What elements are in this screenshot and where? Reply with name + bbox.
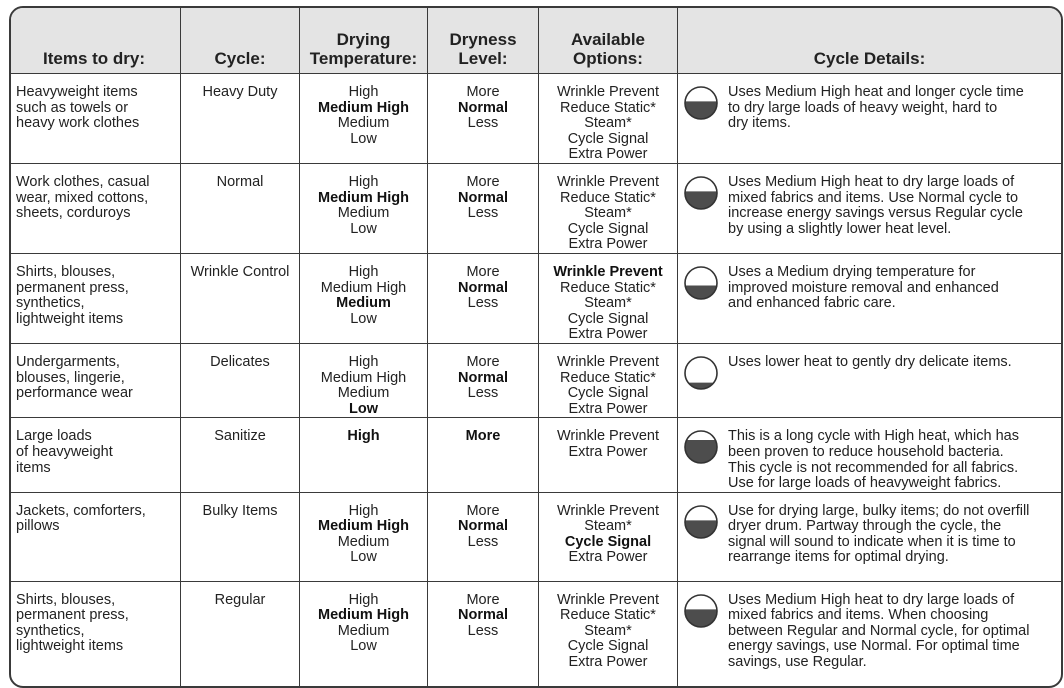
items-text: Undergarments, [16, 353, 120, 370]
options-cell [539, 418, 678, 492]
cycle-name: Bulky Items [202, 502, 278, 519]
items-cell [11, 164, 181, 254]
temperature-option: Medium High [320, 369, 407, 386]
temperature-option: High [348, 591, 379, 608]
details-line: mixed fabrics and items. When choosing [728, 607, 989, 624]
details-cell [678, 164, 1061, 254]
details-line: improved moisture removal and enhanced [728, 279, 999, 296]
available-option: Wrinkle Prevent [556, 428, 660, 445]
temperature-cell [300, 493, 428, 582]
details-line: Uses Medium High heat and longer cycle time [728, 84, 1024, 100]
cycle-row [11, 493, 1061, 582]
items-text: Work clothes, casual [16, 173, 150, 190]
heat-level-icon [684, 86, 718, 120]
temperature-option: Medium High [317, 607, 410, 624]
available-option: Cycle Signal [567, 220, 649, 237]
dryer-cycle-guide [9, 6, 1059, 688]
dryness-option: More [466, 353, 500, 370]
dryness-option: Less [467, 295, 499, 312]
details-line: and enhanced fabric care. [728, 295, 896, 312]
available-option: Cycle Signal [567, 385, 649, 402]
available-option: Reduce Static* [560, 99, 656, 116]
dryness-option: More [466, 263, 500, 280]
temperature-cell [300, 74, 428, 164]
temperature-cell [300, 418, 428, 492]
details-line: increase energy savings versus Regular cycle [728, 205, 1023, 222]
available-option: Wrinkle Prevent [556, 353, 660, 370]
temperature-option: Low [350, 310, 377, 327]
details-line: dry items. [728, 115, 791, 132]
items-text: sheets, corduroys [16, 205, 131, 222]
available-option: Cycle Signal [567, 130, 649, 147]
available-option: Extra Power [568, 549, 648, 566]
temperature-option: Medium High [317, 518, 410, 535]
items-text: performance wear [16, 385, 133, 402]
items-text: of heavyweight [16, 443, 113, 460]
details-line: savings, use Regular. [728, 654, 867, 671]
details-line: by using a slightly lower heat level. [728, 220, 952, 237]
dryness-option: Normal [458, 607, 508, 624]
available-option: Extra Power [568, 236, 648, 253]
items-text: pillows [16, 518, 60, 535]
options-cell [539, 582, 678, 686]
heat-level-fill [685, 191, 717, 209]
header-dryness: Dryness Level: [428, 8, 539, 74]
cycle-name: Heavy Duty [202, 84, 278, 100]
temperature-option: Low [350, 638, 377, 655]
cycle-details [728, 355, 1053, 371]
dryness-option: Less [467, 533, 499, 550]
cycle-row [11, 254, 1061, 344]
dryness-option: Normal [458, 99, 508, 116]
options-cell [539, 74, 678, 164]
temperature-option: Medium High [320, 279, 407, 296]
dryness-option: Less [467, 115, 499, 132]
cycle-details [728, 175, 1053, 237]
dryness-option: More [466, 502, 500, 519]
details-line: Uses a Medium drying temperature for [728, 263, 976, 280]
cycle-details [728, 593, 1053, 671]
cycle-row [11, 344, 1061, 418]
details-cell [678, 493, 1061, 582]
temperature-option: Low [350, 130, 377, 147]
dryness-option: Less [467, 622, 499, 639]
items-text: Jackets, comforters, [16, 502, 146, 519]
temperature-option: Low [350, 549, 377, 566]
items-cell [11, 493, 181, 582]
available-option: Extra Power [568, 326, 648, 343]
cycle-row [11, 164, 1061, 254]
heat-level-fill [685, 285, 717, 298]
items-text: heavy work clothes [16, 115, 140, 132]
items-text: synthetics, [16, 622, 85, 639]
dryness-cell [428, 582, 539, 686]
cycle-row [11, 74, 1061, 164]
heat-level-fill [685, 101, 717, 119]
dryness-option: Less [467, 205, 499, 222]
heat-level-icon [684, 505, 718, 539]
dryness-option: Normal [458, 369, 508, 386]
temperature-cell [300, 254, 428, 344]
temperature-option: Medium [337, 115, 390, 132]
items-text: permanent press, [16, 279, 129, 296]
available-option: Wrinkle Prevent [556, 502, 660, 519]
heat-level-fill [685, 609, 717, 627]
available-option: Steam* [584, 205, 632, 222]
details-cell [678, 254, 1061, 344]
header-row [11, 8, 1061, 74]
cycle-table [9, 6, 1063, 688]
temperature-option: Medium [337, 622, 390, 639]
items-text: lightweight items [16, 310, 124, 327]
cycle-name: Sanitize [214, 428, 266, 445]
dryness-option: Normal [458, 279, 508, 296]
cycle-details [728, 504, 1053, 566]
cycle-row [11, 418, 1061, 492]
cycle-name: Delicates [210, 353, 270, 370]
details-line: Uses lower heat to gently dry delicate items. [728, 353, 1012, 370]
dryness-option: More [465, 428, 501, 445]
temperature-option: Medium [337, 385, 390, 402]
available-option: Cycle Signal [567, 638, 649, 655]
items-text: Shirts, blouses, [16, 591, 116, 608]
available-option: Wrinkle Prevent [556, 173, 660, 190]
details-cell [678, 344, 1061, 418]
available-option: Extra Power [568, 654, 648, 671]
dryness-cell [428, 493, 539, 582]
items-text: Shirts, blouses, [16, 263, 116, 280]
items-cell [11, 74, 181, 164]
available-option: Steam* [584, 518, 632, 535]
details-line: Use for drying large, bulky items; do not overfill [728, 502, 1030, 519]
details-line: This is a long cycle with High heat, which has [728, 428, 1019, 445]
details-cell [678, 74, 1061, 164]
items-text: synthetics, [16, 295, 85, 312]
options-cell [539, 344, 678, 418]
cycle-cell [181, 344, 300, 418]
available-option: Steam* [584, 295, 632, 312]
cycle-cell [181, 582, 300, 686]
heat-level-icon [684, 356, 718, 390]
temperature-option: High [348, 353, 379, 370]
details-line: signal will sound to indicate when it is time to [728, 533, 1016, 550]
available-option: Reduce Static* [560, 279, 656, 296]
options-cell [539, 254, 678, 344]
cycle-name: Wrinkle Control [190, 263, 290, 280]
items-text: such as towels or [16, 99, 129, 116]
temperature-option: High [348, 263, 379, 280]
dryness-option: Less [467, 385, 499, 402]
cycle-cell [181, 418, 300, 492]
cycle-details [728, 429, 1053, 491]
details-line: Uses Medium High heat to dry large loads of [728, 591, 1015, 608]
dryness-cell [428, 74, 539, 164]
cycle-name: Normal [216, 173, 264, 190]
dryness-cell [428, 418, 539, 492]
header-details: Cycle Details: [678, 8, 1061, 74]
temperature-option: Medium [336, 295, 391, 312]
available-option: Wrinkle Prevent [556, 84, 660, 100]
heat-level-fill [685, 440, 717, 463]
temperature-option: Low [349, 400, 378, 417]
temperature-option: Medium High [317, 189, 410, 206]
cycle-details [728, 265, 1053, 312]
available-option: Steam* [584, 622, 632, 639]
details-cell [678, 582, 1061, 686]
dryness-cell [428, 254, 539, 344]
temperature-option: Medium [337, 533, 390, 550]
temperature-cell [300, 344, 428, 418]
details-line: Use for large loads of heavyweight fabrics. [728, 475, 1002, 492]
heat-level-icon [684, 266, 718, 300]
details-line: energy savings, use Normal. For optimal time [728, 638, 1020, 655]
dryness-option: Normal [458, 189, 508, 206]
temperature-option: High [347, 428, 380, 445]
dryness-option: More [466, 173, 500, 190]
items-text: lightweight items [16, 638, 124, 655]
details-line: between Regular and Normal cycle, for optimal [728, 622, 1030, 639]
header-temperature: Drying Temperature: [300, 8, 428, 74]
temperature-option: High [348, 502, 379, 519]
cycle-cell [181, 254, 300, 344]
available-option: Wrinkle Prevent [556, 591, 660, 608]
cycle-cell [181, 74, 300, 164]
details-line: dryer drum. Partway through the cycle, the [728, 518, 1002, 535]
dryness-option: More [466, 84, 500, 100]
available-option: Extra Power [568, 146, 648, 163]
temperature-option: Medium [337, 205, 390, 222]
items-cell [11, 582, 181, 686]
details-line: rearrange items for optimal drying. [728, 549, 949, 566]
cycle-details [728, 85, 1053, 132]
temperature-option: High [348, 84, 379, 100]
header-cycle: Cycle: [181, 8, 300, 74]
cycle-cell [181, 164, 300, 254]
header-items: Items to dry: [11, 8, 181, 74]
available-option: Extra Power [568, 400, 648, 417]
temperature-option: High [348, 173, 379, 190]
items-text: blouses, lingerie, [16, 369, 125, 386]
items-text: Heavyweight items [16, 84, 138, 100]
cycle-name: Regular [214, 591, 266, 608]
available-option: Steam* [584, 115, 632, 132]
available-option: Reduce Static* [560, 369, 656, 386]
available-option: Cycle Signal [567, 310, 649, 327]
available-option: Wrinkle Prevent [553, 263, 663, 280]
items-text: wear, mixed cottons, [16, 189, 149, 206]
temperature-cell [300, 164, 428, 254]
options-cell [539, 164, 678, 254]
cycle-cell [181, 493, 300, 582]
items-cell [11, 344, 181, 418]
details-line: This cycle is not recommended for all fabrics. [728, 459, 1019, 476]
items-text: Large loads [16, 428, 92, 445]
details-cell [678, 418, 1061, 492]
heat-level-icon [684, 430, 718, 464]
items-cell [11, 254, 181, 344]
cycle-row [11, 582, 1061, 686]
items-cell [11, 418, 181, 492]
temperature-cell [300, 582, 428, 686]
available-option: Extra Power [568, 443, 648, 460]
details-line: been proven to reduce household bacteria. [728, 443, 1004, 460]
dryness-cell [428, 164, 539, 254]
header-options: Available Options: [539, 8, 678, 74]
heat-level-icon [684, 176, 718, 210]
details-line: Uses Medium High heat to dry large loads of [728, 173, 1015, 190]
available-option: Reduce Static* [560, 189, 656, 206]
temperature-option: Low [350, 220, 377, 237]
temperature-option: Medium High [317, 99, 410, 116]
dryness-option: More [466, 591, 500, 608]
dryness-option: Normal [458, 518, 508, 535]
heat-level-icon [684, 594, 718, 628]
items-text: permanent press, [16, 607, 129, 624]
options-cell [539, 493, 678, 582]
details-line: to dry large loads of heavy weight, hard to [728, 99, 998, 116]
items-text: items [16, 459, 51, 476]
dryness-cell [428, 344, 539, 418]
heat-level-fill [685, 520, 717, 538]
details-line: mixed fabrics and items. Use Normal cycle to [728, 189, 1019, 206]
available-option: Cycle Signal [564, 533, 652, 550]
available-option: Reduce Static* [560, 607, 656, 624]
